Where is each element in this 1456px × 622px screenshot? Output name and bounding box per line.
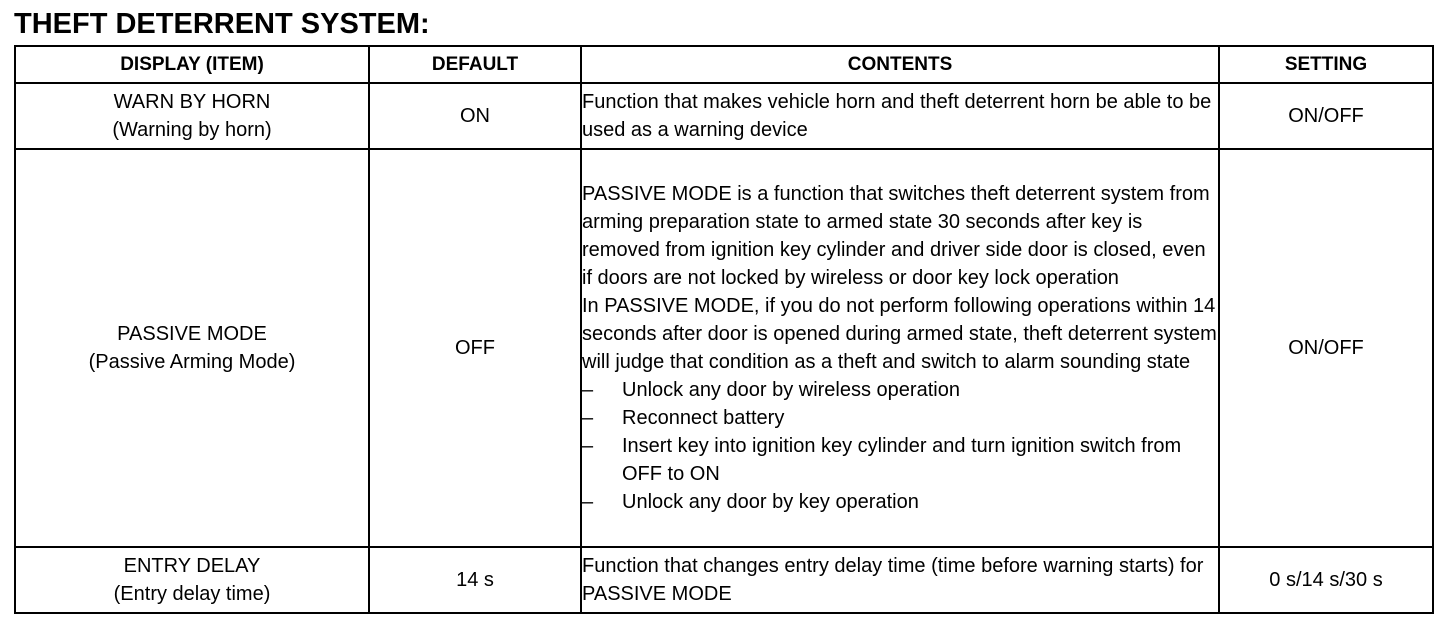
table-row (15, 149, 1433, 547)
contents-paragraph: PASSIVE MODE is a function that switches theft deterrent system from arming preparation state to armed state 30 seconds after key is removed from ignition key cylinder and driver side door is closed, even if doors are not locked by wireless or door key lock operation (582, 183, 1210, 289)
list-item (582, 488, 1218, 516)
list-item-text: Insert key into ignition key cylinder and turn ignition switch from OFF to ON (622, 435, 1182, 485)
setting-value: 0 s/14 s/30 s (1219, 547, 1433, 613)
list-item (582, 404, 1218, 432)
display-item-description: (Warning by horn) (112, 119, 272, 141)
operations-list (582, 376, 1218, 516)
list-item (582, 376, 1218, 404)
header-display: DISPLAY (ITEM) (15, 46, 369, 83)
display-item-name: PASSIVE MODE (117, 323, 267, 345)
settings-table (14, 45, 1434, 614)
header-default: DEFAULT (369, 46, 581, 83)
page-title: THEFT DETERRENT SYSTEM: (14, 8, 430, 40)
display-item-description: (Passive Arming Mode) (88, 351, 296, 373)
list-item (582, 432, 1218, 488)
header-setting: SETTING (1219, 46, 1433, 83)
display-item-cell (15, 547, 369, 613)
contents-paragraph: In PASSIVE MODE, if you do not perform following operations within 14 seconds after door is opened during armed state, theft deterrent system will judge that condition as a theft and switch to alarm sounding state (582, 295, 1217, 373)
default-value: 14 s (369, 547, 581, 613)
default-value: ON (369, 83, 581, 149)
list-item-text: Unlock any door by wireless operation (622, 379, 960, 401)
table-row (15, 83, 1433, 149)
list-item-text: Unlock any door by key operation (622, 491, 919, 513)
setting-value: ON/OFF (1219, 83, 1433, 149)
display-item-cell (15, 83, 369, 149)
table-row (15, 547, 1433, 613)
display-item-name: ENTRY DELAY (123, 555, 261, 577)
header-row (15, 46, 1433, 83)
display-item-cell (15, 149, 369, 547)
dash-marker: – (582, 379, 594, 401)
setting-value: ON/OFF (1219, 149, 1433, 547)
display-item-description: (Entry delay time) (113, 583, 271, 605)
display-item-name: WARN BY HORN (113, 91, 271, 113)
dash-marker: – (582, 407, 594, 429)
header-contents: CONTENTS (581, 46, 1219, 83)
contents-text: Function that changes entry delay time (time before warning starts) for PASSIVE MODE (581, 547, 1219, 613)
dash-marker: – (582, 435, 594, 457)
contents-cell (581, 149, 1219, 547)
dash-marker: – (582, 491, 594, 513)
list-item-text: Reconnect battery (622, 407, 785, 429)
contents-text: Function that makes vehicle horn and theft deterrent horn be able to be used as a warning device (581, 83, 1219, 149)
default-value: OFF (369, 149, 581, 547)
